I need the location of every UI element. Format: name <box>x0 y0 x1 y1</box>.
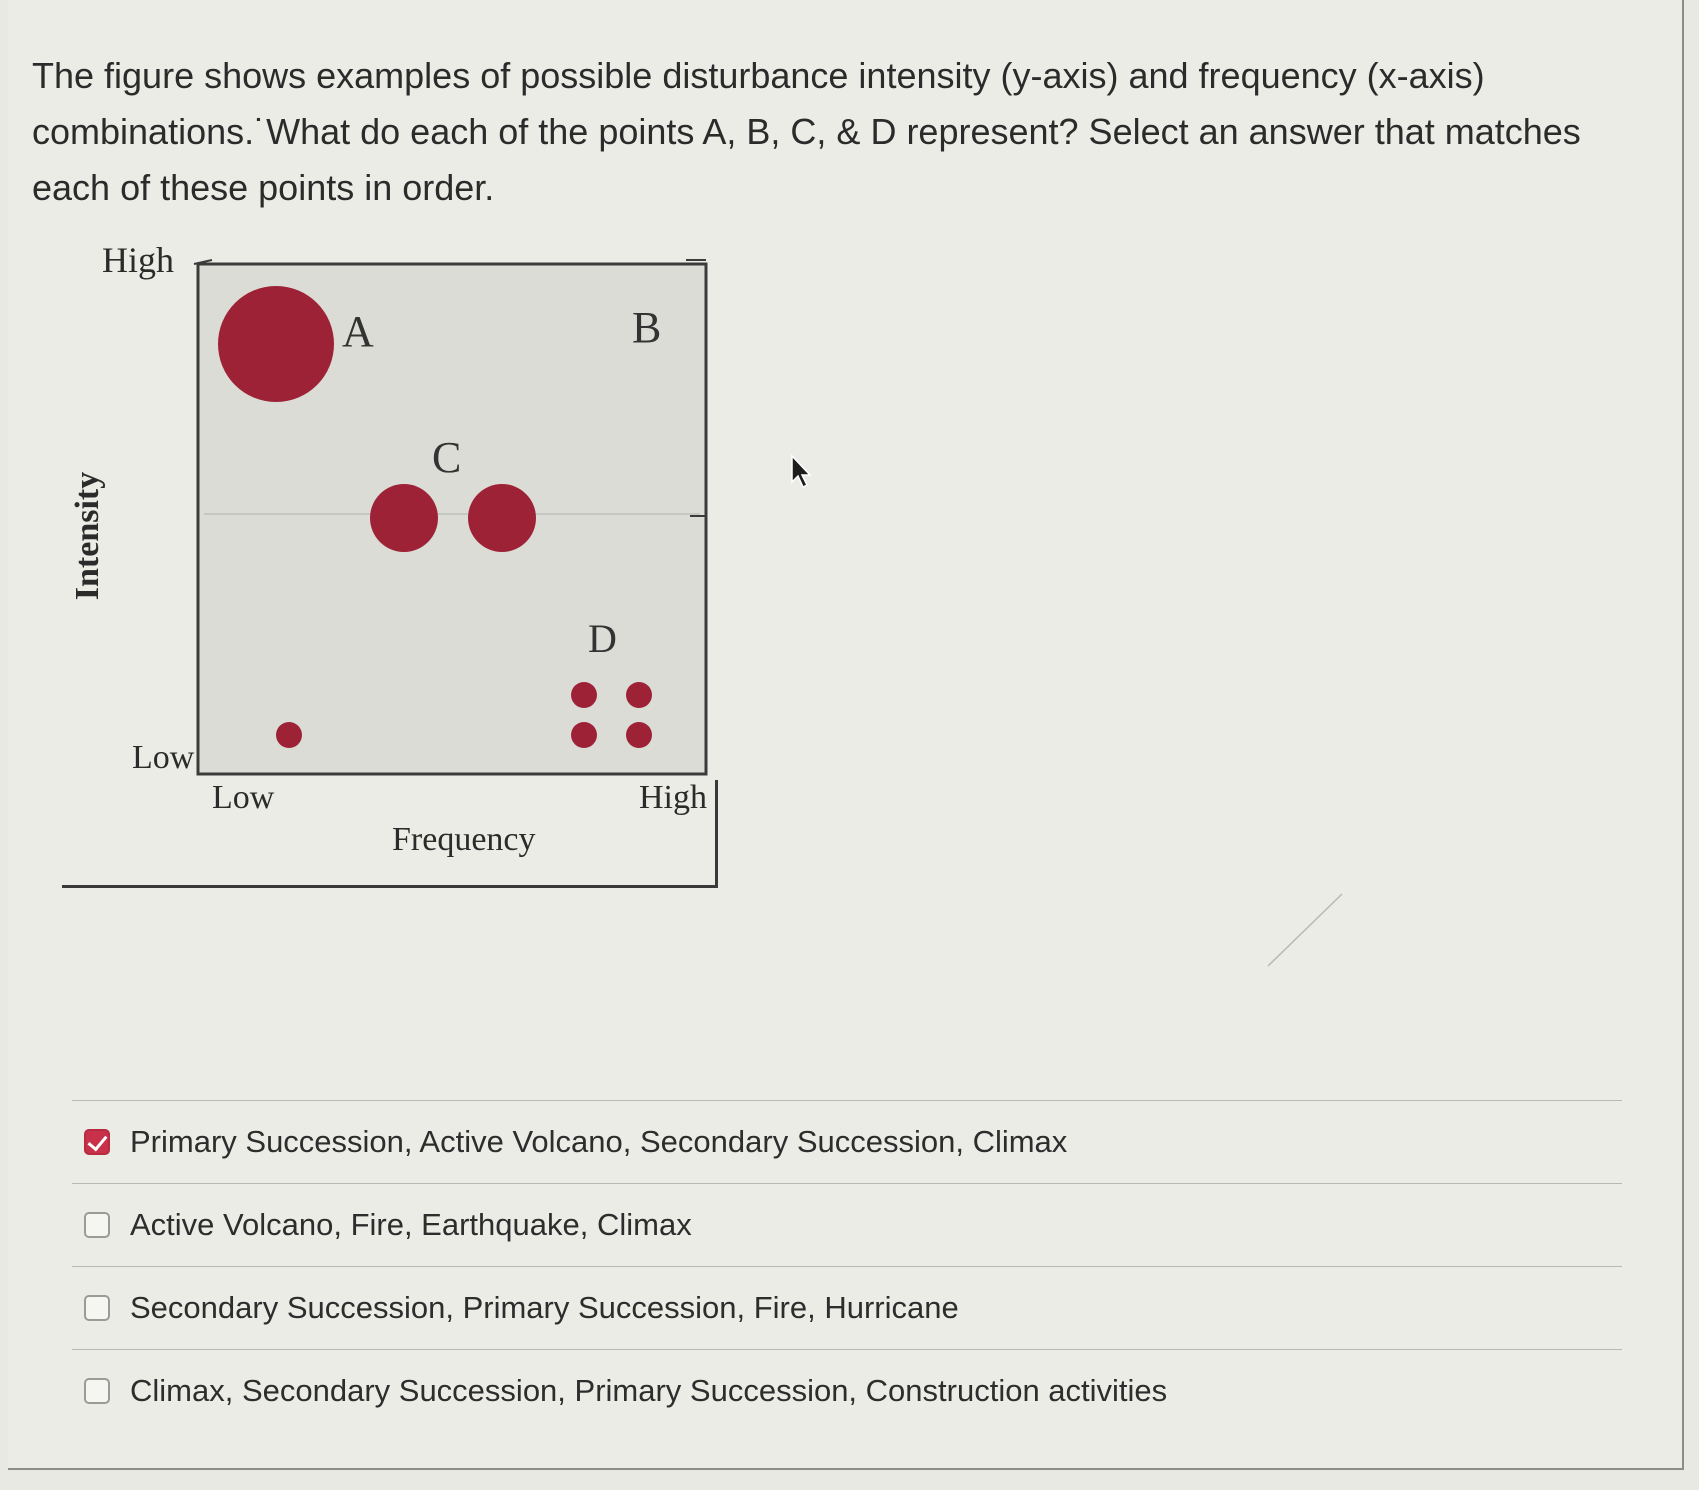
answer-checkbox[interactable] <box>84 1378 110 1404</box>
answer-checkbox-checked[interactable] <box>84 1129 110 1155</box>
answer-label: Climax, Secondary Succession, Primary Succession, Construction activities <box>130 1373 1168 1408</box>
answer-option-4[interactable] <box>72 1350 1622 1432</box>
question-card <box>8 0 1684 1470</box>
point-d-marker <box>571 722 597 748</box>
y-low-label: Low <box>132 739 195 776</box>
point-c-marker-right <box>468 484 536 552</box>
screen-scratch-mark <box>1258 890 1348 970</box>
question-text: The figure shows examples of possible disturbance intensity (y-axis) and frequency (x-axis) combinations.˙What do each of the points A, B, C, & D represent? Select an answer that matches each of these points in order. <box>32 55 1581 208</box>
point-c-marker-left <box>370 484 438 552</box>
x-high-label: High <box>639 779 707 816</box>
point-a-marker <box>218 286 334 402</box>
answer-option-3[interactable] <box>72 1267 1622 1349</box>
point-label-b: B <box>632 303 662 352</box>
answer-option-2[interactable] <box>72 1184 1622 1266</box>
figure-frame-bottom <box>62 885 718 888</box>
answer-label: Secondary Succession, Primary Succession, Fire, Hurricane <box>130 1290 959 1325</box>
answer-checkbox[interactable] <box>84 1212 110 1238</box>
point-d-marker <box>626 722 652 748</box>
mouse-cursor-icon <box>790 454 814 490</box>
point-label-c: C <box>432 433 462 482</box>
x-axis-title: Frequency <box>392 821 536 858</box>
disturbance-figure <box>62 236 722 888</box>
y-axis-title: Intensity <box>69 471 106 601</box>
answer-option-1[interactable] <box>72 1101 1622 1183</box>
y-high-label: High <box>102 240 174 280</box>
answer-label: Primary Succession, Active Volcano, Secondary Succession, Climax <box>130 1124 1068 1159</box>
low-low-marker <box>276 722 302 748</box>
checkmark-icon <box>88 1131 108 1152</box>
point-d-marker <box>626 682 652 708</box>
figure-frame-right <box>715 780 718 888</box>
answer-list <box>72 1100 1622 1432</box>
answer-checkbox[interactable] <box>84 1295 110 1321</box>
point-label-d: D <box>588 616 617 661</box>
x-low-label: Low <box>212 779 275 816</box>
point-d-marker <box>571 682 597 708</box>
point-label-a: A <box>342 307 374 356</box>
answer-label: Active Volcano, Fire, Earthquake, Climax <box>130 1207 692 1242</box>
